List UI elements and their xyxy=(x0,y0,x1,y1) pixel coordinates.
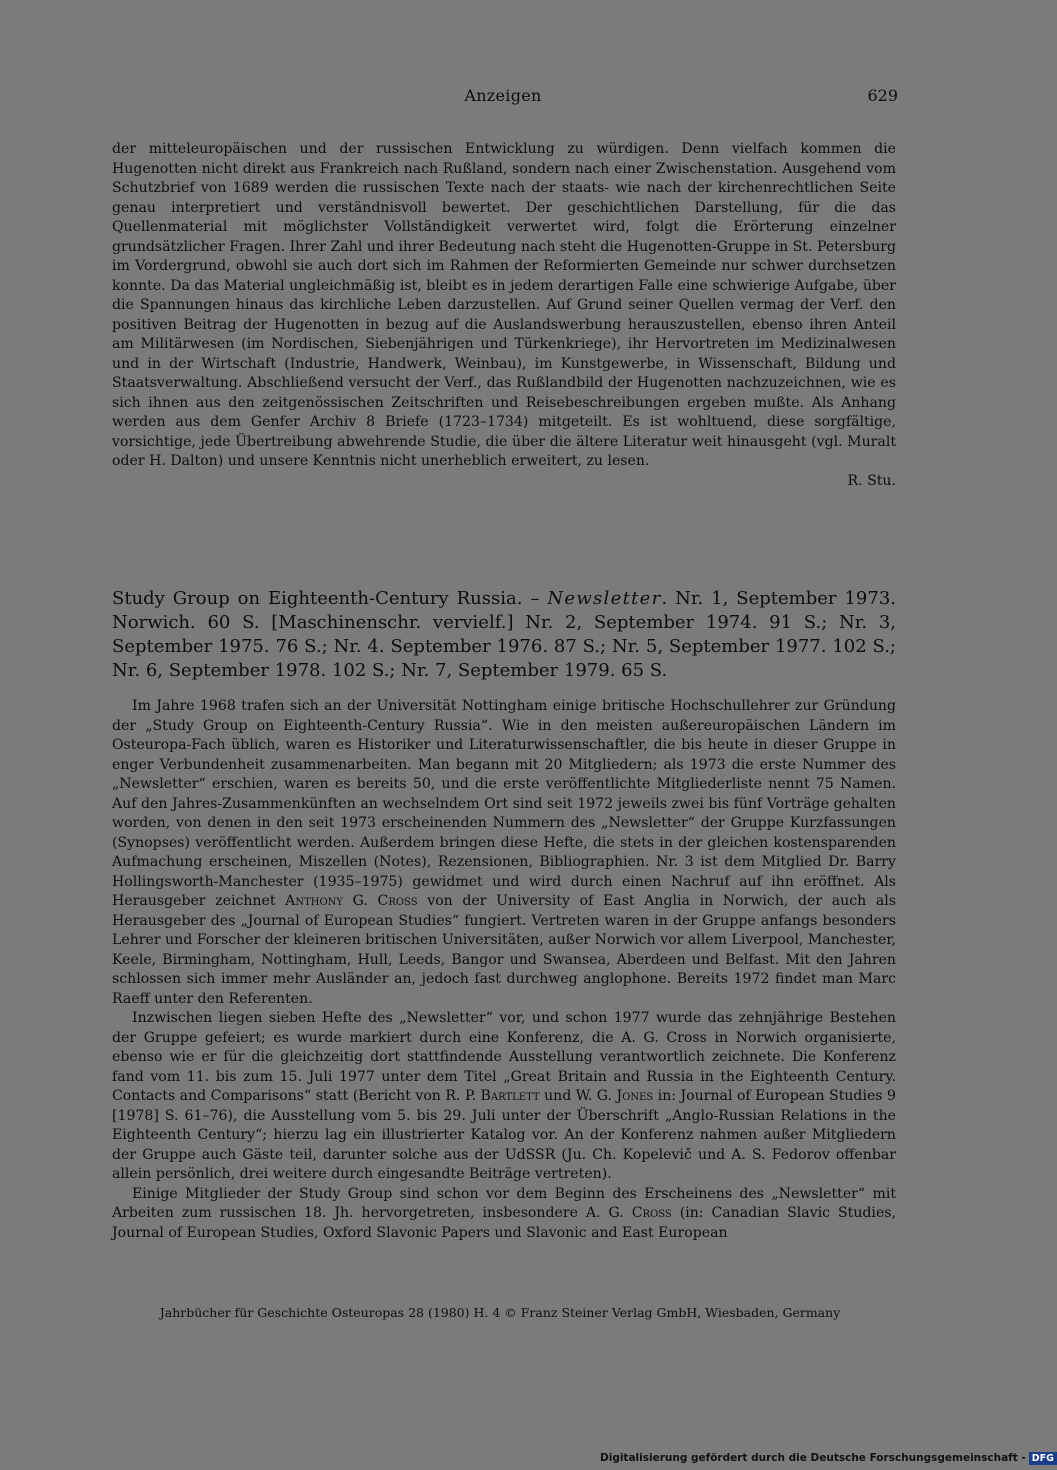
bibliographic-entry-heading xyxy=(112,587,896,683)
text-run: und W. G. xyxy=(539,1088,617,1104)
digitization-notice xyxy=(600,1452,1054,1468)
author-name: Jones xyxy=(616,1088,654,1104)
dfg-logo-icon: DFG xyxy=(1029,1452,1057,1465)
heading-author: Study Group on Eighteenth-Century Russia. – xyxy=(112,588,548,609)
author-name: Bartlett xyxy=(480,1088,540,1104)
journal-title: Newsletter xyxy=(547,588,662,609)
running-head: Anzeigen xyxy=(464,86,542,105)
review-paragraph-1 xyxy=(112,697,896,1009)
review-continuation xyxy=(112,140,896,491)
review-body xyxy=(112,697,896,1243)
text-run: Inzwischen liegen sieben Hefte des „Newsletter“ vor, und schon 1977 wurde das zehnjährige Bestehen der Gruppe gefeiert; es wurde markiert durch eine Konferenz, die A. G. Cross in Norwich organisierte, ebenso wie er für die gleichzeitig dort stattfindende Ausstellung verantwortlich zeichnete. Die Konferenz fand vom 11. bis zum 15. Juli 1977 unter dem Titel „Great Britain and Russia in the Eighteenth Century. Contacts and Comparisons“ statt (Bericht von R. P. xyxy=(112,1010,896,1104)
text-run: Einige Mitglieder der Study Group sind schon vor dem Beginn des Erscheinens des „Newsletter“ mit Arbeiten zum russischen 18. Jh. hervorgetreten, insbesondere A. G. xyxy=(112,1185,896,1221)
heading-details: . Nr. 1, September 1973. Norwich. 60 S. [Maschinenschr. vervielf.] Nr. 2, September 1974. 91 S.; Nr. 3, September 1975. 76 S.; Nr. 4. September 1976. 87 S.; Nr. 5, September 1977. 102 S.; Nr. 6, September 1978. 102 S.; Nr. 7, September 1979. 65 S. xyxy=(112,588,896,681)
text-run: in: Journal of European Studies 9 [1978] S. 61–76), die Ausstellung vom 5. bis 29. Juli unter der Überschrift „Anglo-Russian Relations in the Eighteenth Century“; hierzu lag ein illustrierter Katalog vor. An der Konferenz nahmen außer Mitgliedern der Gruppe auch Gäste teil, darunter solche aus der UdSSR (Ju. Ch. Kopelevič und A. S. Fedorov offenbar allein persönlich, drei weitere durch eingesandte Beiträge vertreten). xyxy=(112,1088,896,1182)
page-footer-imprint: Jahrbücher für Geschichte Osteuropas 28 (1980) H. 4 © Franz Steiner Verlag GmbH, Wiesbaden, Germany xyxy=(159,1305,841,1320)
digitization-text: Digitalisierung gefördert durch die Deutsche Forschungsgemeinschaft - xyxy=(600,1452,1026,1464)
text-run: Im Jahre 1968 trafen sich an der Universität Nottingham einige britische Hochschullehrer zur Gründung der „Study Group on Eighteenth-Century Russia“. Wie in den meisten außereuropäischen Ländern im Osteuropa-Fach üblich, waren es Historiker und Literaturwissenschaftler, die bis heute in dieser Gruppe in enger Verbundenheit zusammenarbeiten. Man begann mit 20 Mitgliedern; als 1973 die erste Nummer des „Newsletter“ erschien, waren es bereits 50, und die erste veröffentlichte Mitgliederliste nennt 75 Namen. Auf den Jahres-Zusammenkünften an wechselndem Ort sind seit 1972 jeweils zwei bis fünf Vorträge gehalten worden, von denen in den seit 1973 erscheinenden Nummern des „Newsletter“ der Gruppe Kurzfassungen (Synopses) veröffentlicht werden. Außerdem bringen diese Hefte, die stets in der gleichen kostensparenden Aufmachung erscheinen, Miszellen (Notes), Rezensionen, Bibliographien. Nr. 3 ist dem Mitglied Dr. Barry Hollingsworth-Manchester (1935–1975) gewidmet und wird durch einen Nachruf auf ihn eröffnet. Als Herausgeber zeichnet xyxy=(112,698,896,909)
review-paragraph: der mitteleuropäischen und der russischen Entwicklung zu würdigen. Denn vielfach kommen die Hugenotten nicht direkt aus Frankreich nach Rußland, sondern nach einer Zwischenstation. Ausgehend vom Schutzbrief von 1689 werden die russischen Texte nach der staats- wie nach der kirchenrechtlichen Seite genau interpretiert und verständnisvoll bewertet. Der geschichtlichen Darstellung, für die das Quellenmaterial mit möglichster Vollständigkeit verwertet wird, folgt die Erörterung einzelner grundsätzlicher Fragen. Ihrer Zahl und ihrer Bedeutung nach steht die Hugenotten-Gruppe in St. Petersburg im Vordergrund, obwohl sie auch dort sich im Rahmen der Reformierten Gemeinde nur schwer durchsetzen konnte. Da das Material ungleichmäßig ist, bleibt es in jedem derartigen Falle eine schwierige Aufgabe, über die Spannungen hinaus das kirchliche Leben darzustellen. Auf Grund seiner Quellen vermag der Verf. den positiven Beitrag der Hugenotten in bezug auf die Auslandswerbung herauszustellen, ebenso ihren Anteil am Militärwesen (im Nordischen, Siebenjährigen und Türkenkriege), ihr Hervortreten im Medizinalwesen und in der Wirtschaft (Industrie, Handwerk, Weinbau), im Kunstgewerbe, in Wissenschaft, Bildung und Staatsverwaltung. Abschließend versucht der Verf., das Rußlandbild der Hugenotten nachzuzeichnen, wie es sich ihnen aus den zeitgenössischen Zeitschriften und Reisebeschreibungen ergeben mußte. Als Anhang werden aus dem Genfer Archiv 8 Briefe (1723–1734) mitgeteilt. Es ist wohltuend, diese sorgfältige, vorsichtige, jede Übertreibung abwehrende Studie, die über die ältere Literatur weit hinausgeht (vgl. Muralt oder H. Dalton) und unsere Kenntnis nicht unerheblich erweitert, zu lesen. xyxy=(112,141,896,469)
author-name: Cross xyxy=(631,1205,672,1221)
page-header xyxy=(108,86,898,108)
review-paragraph-2 xyxy=(112,1009,896,1185)
text-run: (in: Canadian Slavic Studies, Journal of European Studies, Oxford Slavonic Papers und Slavonic and East European xyxy=(112,1205,896,1241)
review-paragraph-3 xyxy=(112,1185,896,1244)
text-run: von der University of East Anglia in Norwich, der auch als Herausgeber des „Journal of European Studies“ fungiert. Vertreten waren in der Gruppe anfangs besonders Lehrer und Forscher der kleineren britischen Universitäten, außer Norwich vor allem Liverpool, Manchester, Keele, Birmingham, Nottingham, Hull, Leeds, Bangor und Swansea, Aberdeen und Belfast. Mit den Jahren schlossen sich immer mehr Ausländer an, jedoch fast durchweg anglophone. Bereits 1972 findet man Marc Raeff unter den Referenten. xyxy=(112,893,896,1007)
page-number: 629 xyxy=(867,86,898,105)
reviewer-signature: R. Stu. xyxy=(847,472,896,489)
author-name: Anthony G. Cross xyxy=(285,893,418,909)
